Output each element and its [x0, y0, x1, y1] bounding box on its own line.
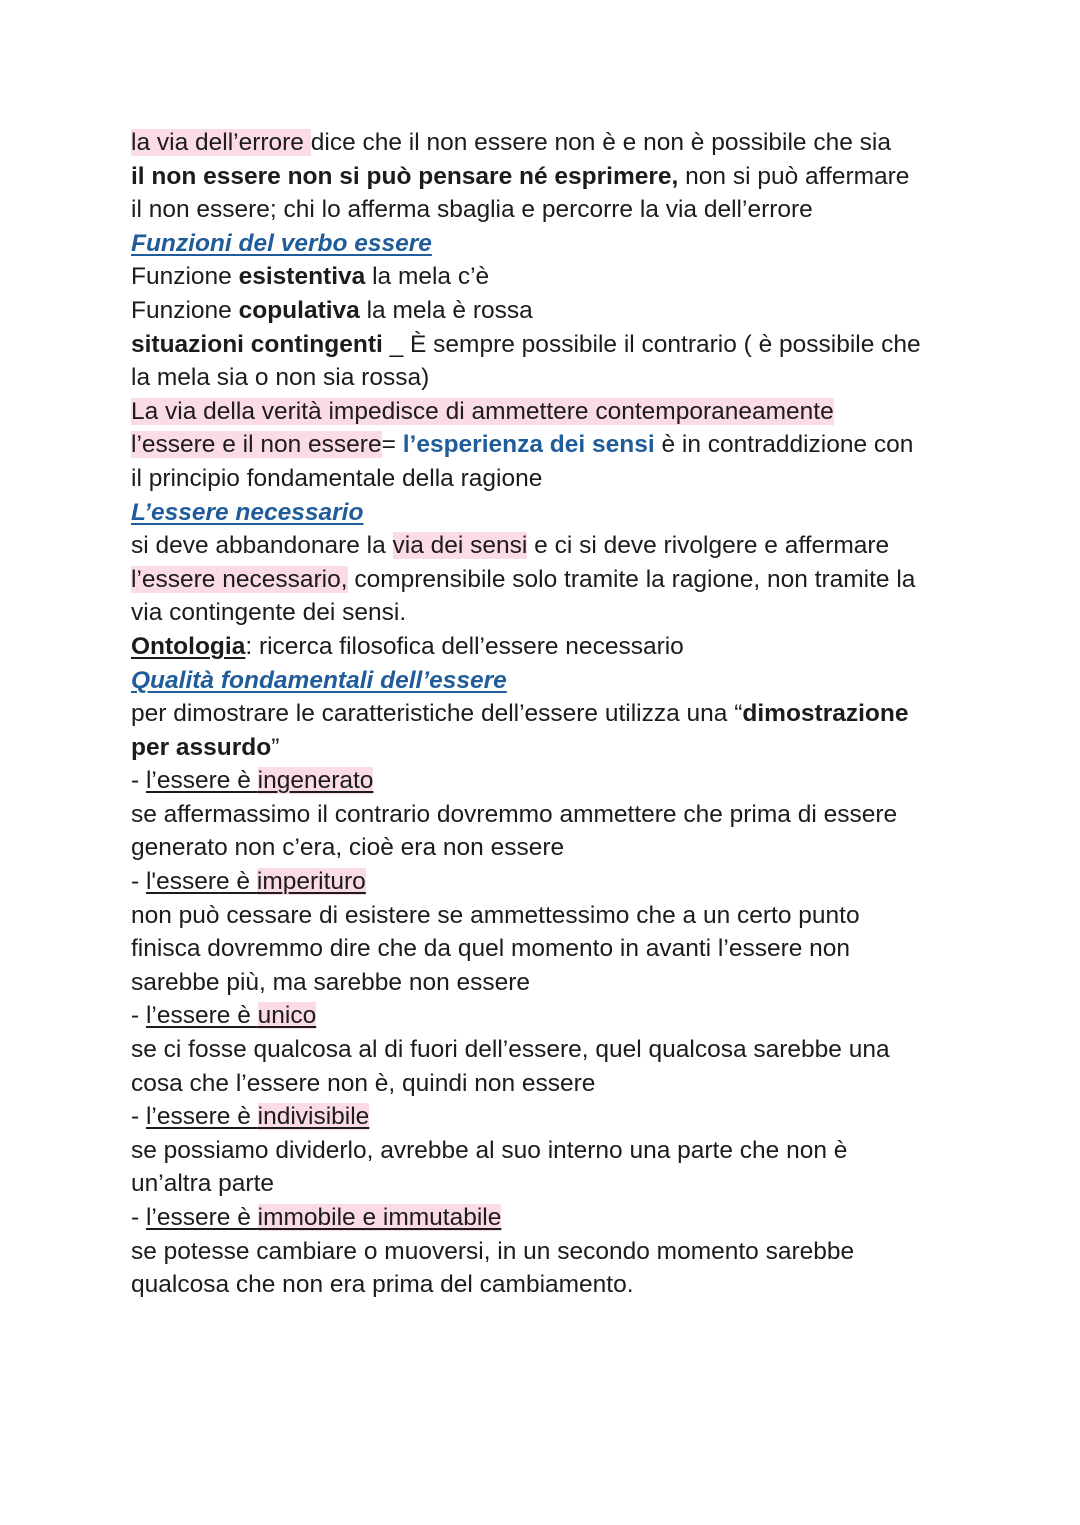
text-span: se affermassimo il contrario dovremmo ammettere che prima di essere	[131, 800, 898, 828]
text-line	[131, 462, 1031, 496]
text-span: Funzione	[131, 263, 239, 291]
text-line	[131, 529, 1031, 563]
text-span: non può cessare di esistere se ammettessimo che a un certo punto	[131, 901, 860, 929]
text-span: qualcosa che non era prima del cambiamento.	[131, 1271, 634, 1299]
text-span: sarebbe più, ma sarebbe non essere	[131, 968, 531, 996]
text-line	[131, 1268, 1031, 1302]
dash: -	[131, 868, 146, 896]
text-line	[131, 899, 1031, 933]
text-span: la mela c’è	[365, 263, 490, 291]
text-line	[131, 831, 1031, 865]
dash: -	[131, 1002, 146, 1030]
highlighted-text: la via dell’errore	[131, 129, 311, 156]
blue-bold-text: l’esperienza dei sensi	[402, 431, 655, 459]
underlined-text: l’essere è	[145, 1103, 258, 1131]
text-line	[131, 798, 1031, 832]
quality-item-indivisibile	[131, 1100, 1031, 1134]
text-span: generato non c’era, cioè era non essere	[131, 834, 565, 862]
text-span: non si può affermare	[678, 162, 910, 190]
section-heading-qualita	[131, 664, 1031, 698]
text-span: finisca dovremmo dire che da quel momento in avanti l’essere non	[131, 935, 851, 963]
highlighted-text: via dei sensi	[392, 532, 528, 560]
quality-item-imperituro	[131, 865, 1031, 899]
text-line	[131, 328, 1031, 362]
quality-item-ingenerato	[131, 764, 1031, 798]
text-span: la mela sia o non sia rossa)	[131, 364, 430, 392]
text-line	[131, 160, 1031, 194]
section-heading-essere-necessario	[131, 496, 1031, 530]
text-line	[131, 428, 1031, 462]
heading-text: Qualità fondamentali dell’essere	[131, 666, 507, 694]
text-line	[131, 1067, 1031, 1101]
highlighted-text: ingenerato	[257, 767, 374, 795]
text-span: si deve abbandonare la	[131, 532, 393, 560]
text-span: via contingente dei sensi.	[131, 599, 407, 627]
underlined-text: l’essere è	[145, 1002, 258, 1030]
text-line	[131, 630, 1031, 664]
text-span: se potesse cambiare o muoversi, in un secondo momento sarebbe	[131, 1237, 855, 1265]
text-line	[131, 966, 1031, 1000]
text-span: per dimostrare le caratteristiche dell’essere utilizza una “	[131, 700, 743, 728]
dash: -	[131, 767, 146, 795]
text-line	[131, 395, 1031, 429]
text-line	[131, 361, 1031, 395]
highlighted-text: indivisibile	[257, 1103, 370, 1131]
text-line	[131, 596, 1031, 630]
text-span: ”	[271, 733, 280, 761]
text-span: cosa che l’essere non è, quindi non essere	[131, 1069, 596, 1097]
bold-text: copulativa	[238, 296, 360, 324]
dash: -	[131, 1103, 146, 1131]
text-span: =	[381, 431, 403, 459]
highlighted-text: La via della verità impedisce di ammettere contemporaneamente	[131, 397, 834, 425]
bold-text: il non essere non si può pensare né esprimere,	[131, 162, 679, 190]
underlined-text: l’essere è	[145, 767, 258, 795]
underlined-text: l’essere è	[145, 1204, 258, 1231]
highlighted-text: imperituro	[256, 868, 366, 896]
quality-item-immobile	[131, 1201, 1031, 1235]
text-line	[131, 1134, 1031, 1168]
underlined-text: l'essere è	[145, 868, 257, 896]
text-line	[131, 260, 1031, 294]
highlighted-text: unico	[257, 1002, 317, 1030]
bold-text: dimostrazione	[742, 700, 909, 728]
text-span: : ricerca filosofica dell’essere necessario	[245, 632, 684, 660]
heading-text: L’essere necessario	[131, 498, 364, 526]
bold-text: situazioni contingenti	[131, 330, 383, 358]
text-line	[131, 563, 1031, 597]
text-line	[131, 1235, 1031, 1269]
text-span: comprensibile solo tramite la ragione, non tramite la	[347, 565, 916, 593]
bold-text: esistentiva	[238, 263, 366, 291]
text-line	[131, 1167, 1031, 1201]
text-line	[131, 1033, 1031, 1067]
dash: -	[131, 1204, 146, 1231]
text-span: _ È sempre possibile il contrario ( è possibile che	[382, 330, 921, 358]
bold-text: per assurdo	[131, 733, 272, 761]
text-span: la mela è rossa	[359, 296, 533, 324]
section-heading-funzioni	[131, 227, 1031, 261]
text-line	[131, 697, 1031, 731]
text-span: Funzione	[131, 296, 239, 324]
text-span: un’altra parte	[131, 1170, 275, 1198]
text-span: dice che il non essere non è e non è possibile che sia	[310, 129, 891, 156]
text-span: il principio fondamentale della ragione	[131, 464, 543, 492]
text-line	[131, 294, 1031, 328]
text-span: e ci si deve rivolgere e affermare	[527, 532, 890, 560]
text-line	[131, 193, 1031, 227]
highlighted-text: l’essere necessario,	[131, 565, 348, 593]
term-ontologia: Ontologia	[131, 632, 246, 660]
heading-text: Funzioni del verbo essere	[131, 229, 432, 257]
text-line	[131, 126, 1031, 160]
quality-item-unico	[131, 999, 1031, 1033]
text-line	[131, 932, 1031, 966]
text-span: il non essere; chi lo afferma sbaglia e percorre la via dell’errore	[131, 196, 813, 224]
text-span: è in contraddizione con	[654, 431, 914, 459]
text-span: se possiamo dividerlo, avrebbe al suo interno una parte che non è	[131, 1136, 848, 1164]
text-span: se ci fosse qualcosa al di fuori dell’essere, quel qualcosa sarebbe una	[131, 1036, 890, 1064]
notes-page	[131, 126, 1031, 1302]
highlighted-text: immobile e immutabile	[257, 1204, 502, 1231]
highlighted-text: l’essere e il non essere	[131, 431, 382, 459]
text-line	[131, 731, 1031, 765]
